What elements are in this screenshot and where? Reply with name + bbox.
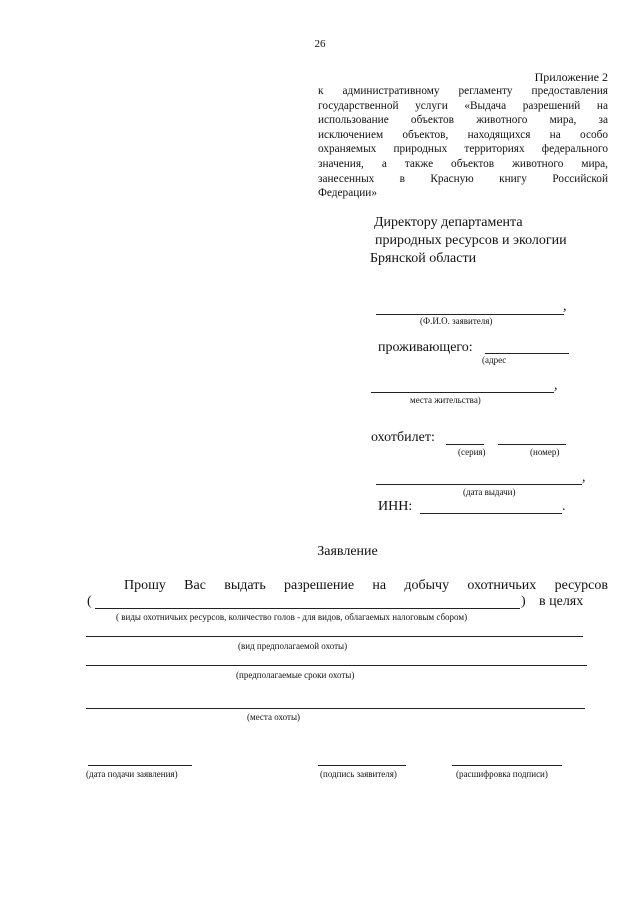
inn-label: ИНН: [378,499,413,514]
annex-line: значения, а также объектов животного мира, [318,157,608,170]
issue-date-caption: (дата выдачи) [463,487,516,497]
resources-caption: ( виды охотничьих ресурсов, количество голов - для видов, облагаемых налоговым сбором) [116,612,468,622]
residence-caption: места жительства) [410,395,481,405]
addressee-line: природных ресурсов и экологии [375,233,567,248]
ticket-series-caption: (серия) [458,447,486,457]
annex-line: Федерации» [318,187,377,200]
hunt-period-caption: (предполагаемые сроки охоты) [236,670,355,680]
signature-decoding-input-line[interactable] [452,765,562,766]
residence-input-line[interactable] [371,392,554,393]
fio-comma: , [563,299,567,314]
annex-line: использование объектов животного мира, за [318,114,608,127]
hunt-period-input-line[interactable] [86,665,587,666]
ticket-number-caption: (номер) [530,447,560,457]
ticket-number-input-line[interactable] [498,444,566,445]
hunt-type-input-line[interactable] [86,636,583,637]
fio-caption: (Ф.И.О. заявителя) [420,316,493,326]
annex-title: Приложение 2 [534,70,608,84]
hunt-place-input-line[interactable] [86,708,585,709]
addressee-block [370,214,567,268]
signature-caption: (подпись заявителя) [320,769,397,779]
ticket-series-input-line[interactable] [446,444,484,445]
fio-input-line[interactable] [376,314,564,315]
signature-input-line[interactable] [318,765,406,766]
annex-line: исключением объектов, находящихся на особо [318,128,608,141]
annex-description [318,84,608,201]
statement-title: Заявление [317,544,378,559]
close-paren: ) [521,594,526,609]
address-input-line[interactable] [485,353,569,354]
signature-decoding-caption: (расшифровка подписи) [456,769,548,779]
address-caption: (адрес [482,355,507,365]
open-paren: ( [87,594,92,609]
submission-date-input-line[interactable] [88,765,192,766]
residing-label: проживающего: [378,340,473,355]
hunt-type-caption: (вид предполагаемой охоты) [238,641,348,651]
addressee-line: Директору департамента [374,215,523,230]
issue-date-input-line[interactable] [376,484,582,485]
inn-period: . [562,499,566,514]
inn-input-line[interactable] [420,513,562,514]
annex-line: государственной услуги «Выдача разрешений на [318,99,608,112]
hunting-ticket-label: охотбилет: [371,430,435,445]
purpose-suffix: в целях [539,594,584,609]
issue-date-comma: , [582,470,586,485]
annex-line: к административному регламенту предоставления [318,85,608,97]
submission-date-caption: (дата подачи заявления) [86,769,178,779]
hunt-place-caption: (места охоты) [247,712,300,722]
resources-input-line[interactable] [95,608,520,609]
addressee-line: Брянской области [370,251,477,266]
annex-line: занесенных в Красную книгу Российской [318,172,608,185]
request-text: Прошу Вас выдать разрешение на добычу охотничьих ресурсов [124,578,608,593]
residence-comma: , [554,378,558,393]
annex-line: охраняемых природных территориях федерального [318,143,608,156]
page-number: 26 [314,38,326,50]
